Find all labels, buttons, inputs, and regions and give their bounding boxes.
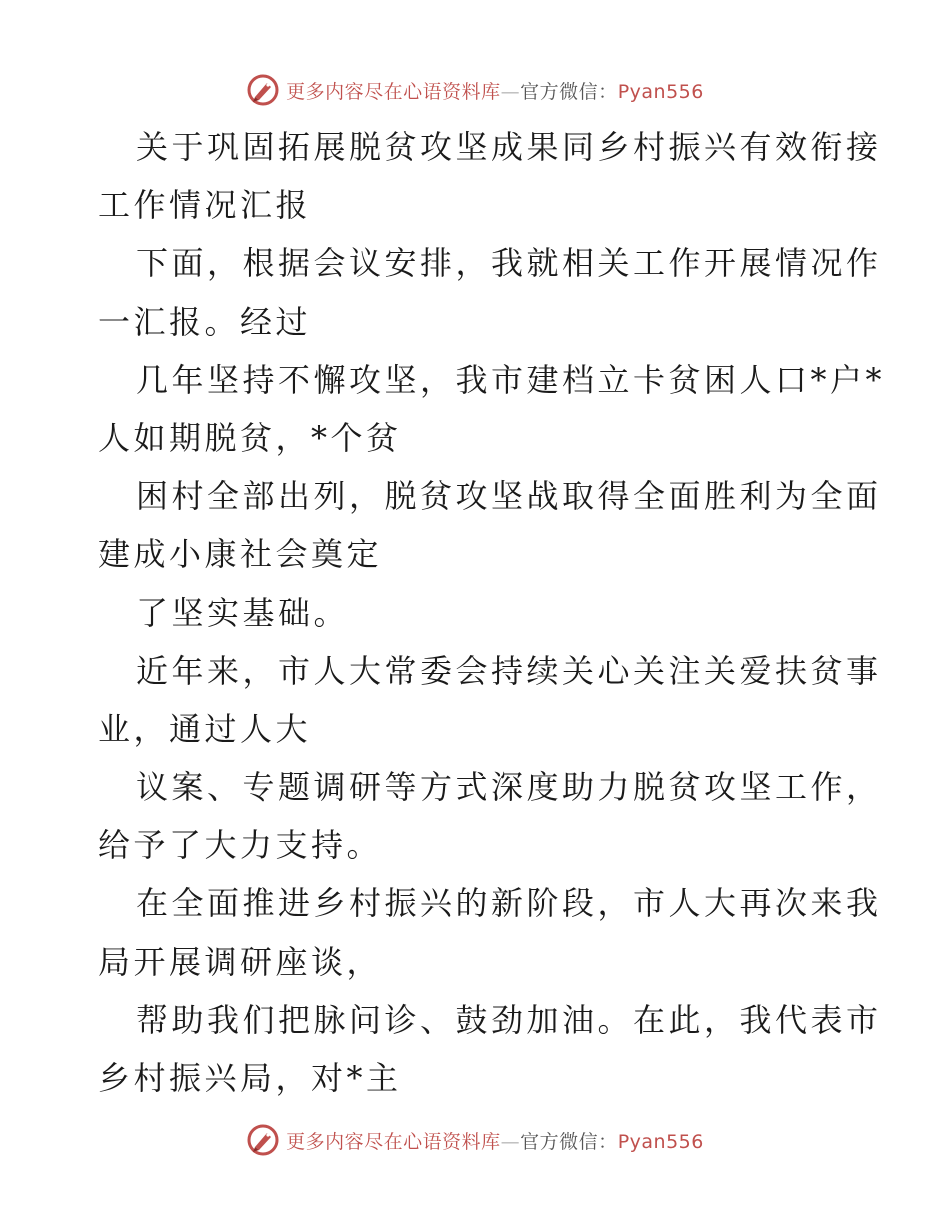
text-line: 建成小康社会奠定: [98, 535, 383, 574]
text-line: 了坚实基础。: [136, 593, 350, 632]
text-line: 几年坚持不懈攻坚，我市建档立卡贫困人口*户*: [136, 360, 886, 399]
pen-nib-logo-icon: [246, 73, 280, 107]
text-line: 下面，根据会议安排，我就相关工作开展情况作: [136, 244, 882, 283]
header-watermark: [0, 70, 950, 110]
pen-nib-logo-icon: [246, 1123, 280, 1157]
text-line: 业，通过人大: [98, 709, 312, 748]
text-line: 议案、专题调研等方式深度助力脱贫攻坚工作，: [136, 768, 882, 807]
document-body: [98, 118, 886, 1107]
footer-watermark: [0, 1120, 950, 1160]
text-line: 局开展调研座谈，: [98, 942, 383, 981]
watermark-text: 更多内容尽在心语资料库—官方微信：Pyan556: [286, 1130, 704, 1153]
text-line: 关于巩固拓展脱贫攻坚成果同乡村振兴有效衔接: [136, 128, 882, 166]
text-line: 近年来，市人大常委会持续关心关注关爱扶贫事: [136, 651, 882, 690]
text-line: 在全面推进乡村振兴的新阶段，市人大再次来我: [136, 884, 882, 923]
text-line: 一汇报。经过: [98, 302, 312, 341]
text-line: 乡村振兴局，对*主: [98, 1059, 402, 1097]
text-line: 困村全部出列，脱贫攻坚战取得全面胜利为全面: [136, 477, 882, 516]
text-line: 工作情况汇报: [98, 186, 312, 225]
text-line: 人如期脱贫，*个贫: [98, 418, 402, 457]
watermark-text: 更多内容尽在心语资料库—官方微信：Pyan556: [286, 80, 704, 103]
text-line: 帮助我们把脉问诊、鼓劲加油。在此，我代表市: [136, 1000, 882, 1039]
text-line: 给予了大力支持。: [98, 826, 383, 865]
